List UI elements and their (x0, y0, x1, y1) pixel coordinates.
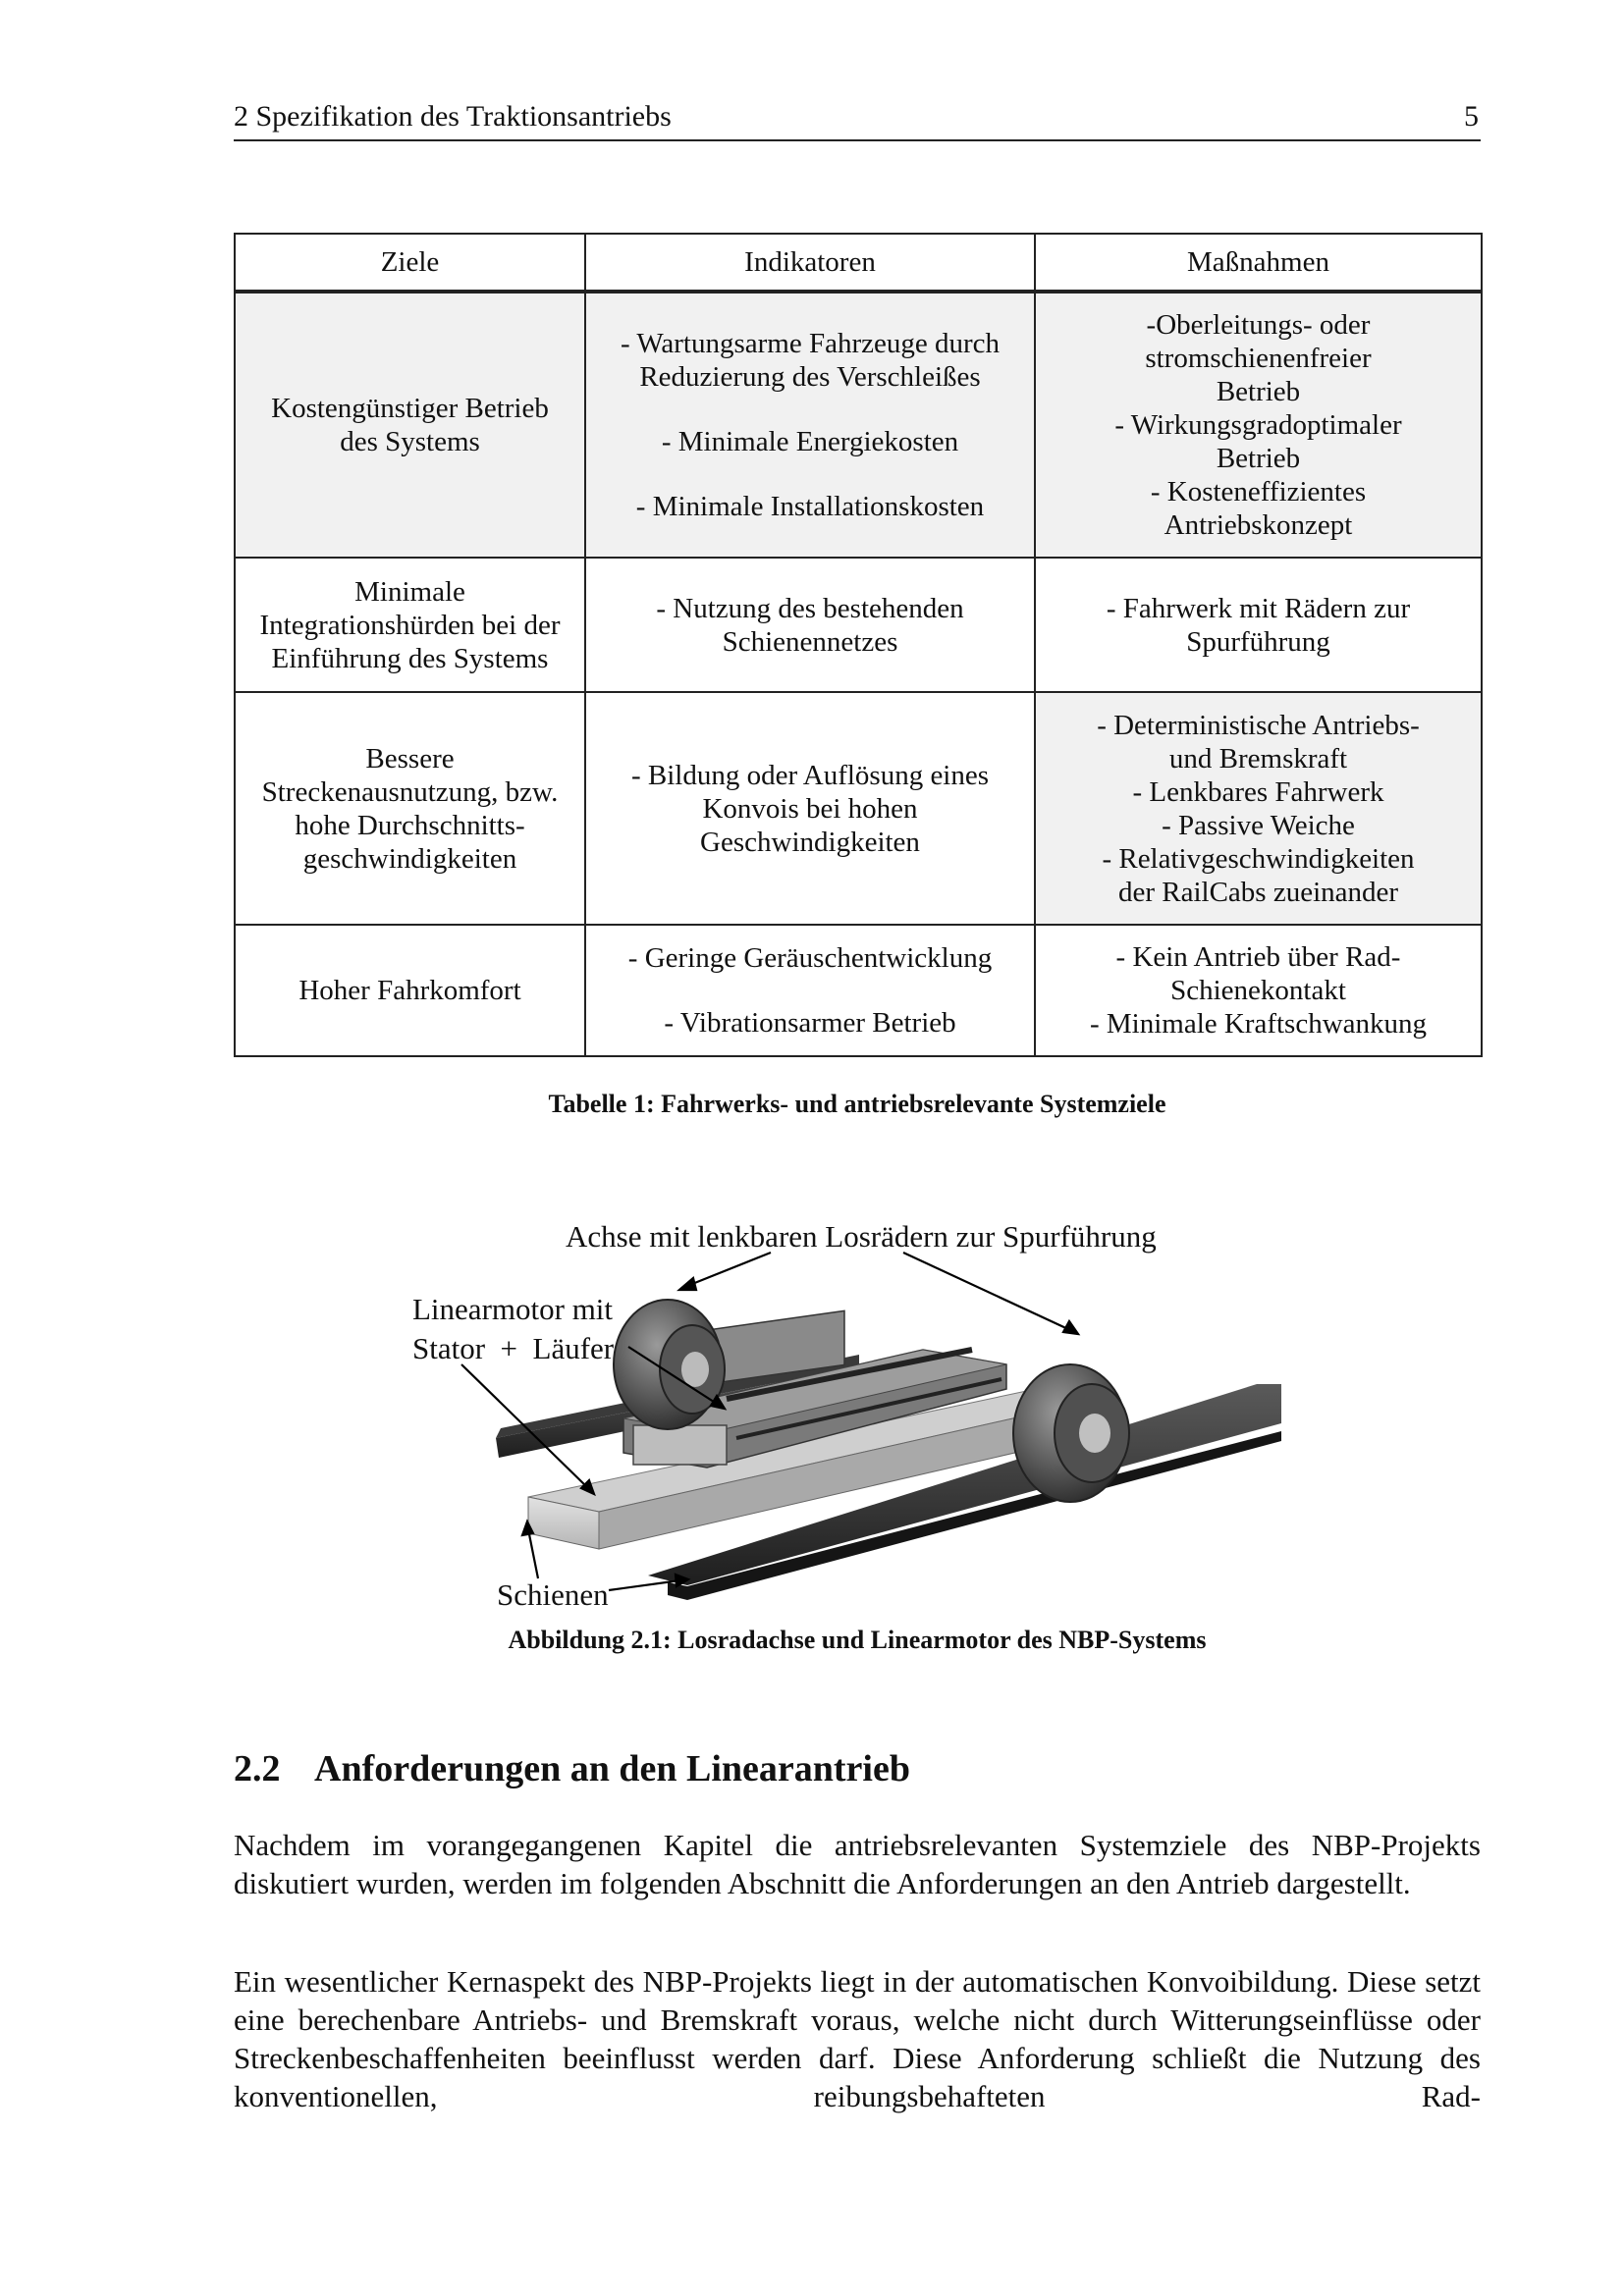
label-motor-line-2: Stator + Läufer (412, 1331, 615, 1365)
running-title: 2 Spezifikation des Traktionsantriebs (234, 100, 672, 133)
table-row (235, 925, 1482, 1056)
column-header-indikatoren: Indikatoren (585, 234, 1035, 292)
measure-cell: - Deterministische Antriebs- und Bremskraft - Lenkbares Fahrwerk - Passive Weiche - Relativgeschwindigkeiten der RailCabs zueinander (1035, 692, 1482, 925)
goal-cell: Kostengünstiger Betrieb des Systems (235, 292, 585, 558)
measure-cell: - Fahrwerk mit Rädern zur Spurführung (1035, 558, 1482, 692)
table-header-row (235, 234, 1482, 292)
wheel-right (1013, 1364, 1129, 1502)
body-paragraph: Ein wesentlicher Kernaspekt des NBP-Projekts liegt in der automatischen Konvoibildung. Diese setzt eine berechenbare Antriebs- und Bremskraft voraus, welche nicht durch Witterungseinflüsse oder Streckenbeschaffenheiten beeinflusst werden darf. Diese Anforderung schließt die Nutzung des konventionellen, reibungsbehafteten Rad- (234, 1964, 1481, 2113)
table-caption: Tabelle 1: Fahrwerks- und antriebsrelevante Systemziele (548, 1090, 1166, 1118)
table-row (235, 292, 1482, 558)
page-number: 5 (1464, 100, 1479, 133)
section-number: 2.2 (234, 1748, 281, 1789)
figure-caption: Abbildung 2.1: Losradachse und Linearmotor des NBP-Systems (508, 1626, 1207, 1654)
running-header (234, 98, 1481, 141)
indicator-cell: - Bildung oder Auflösung eines Konvois bei hohen Geschwindigkeiten (585, 692, 1035, 925)
system-goals-table (234, 233, 1483, 1057)
label-rails: Schienen (497, 1577, 609, 1612)
indicator-cell: - Nutzung des bestehenden Schienennetzes (585, 558, 1035, 692)
bogie-illustration (393, 1217, 1326, 1629)
label-motor-line-1: Linearmotor mit (412, 1292, 614, 1326)
column-header-massnahmen: Maßnahmen (1035, 234, 1482, 292)
goal-cell: Hoher Fahrkomfort (235, 925, 585, 1056)
table-row (235, 558, 1482, 692)
section-title: Anforderungen an den Linearantrieb (314, 1748, 910, 1789)
label-axle: Achse mit lenkbaren Losrädern zur Spurführung (566, 1219, 1157, 1254)
indicator-cell: - Wartungsarme Fahrzeuge durch Reduzierung des Verschleißes - Minimale Energiekosten - Minimale Installationskosten (585, 292, 1035, 558)
table-row (235, 692, 1482, 925)
section-heading (234, 1747, 910, 1790)
figure-losradachse (393, 1217, 1326, 1629)
label-linear-motor (412, 1290, 614, 1368)
body-paragraph: Nachdem im vorangegangenen Kapitel die antriebsrelevanten Systemziele des NBP-Projekts diskutiert wurden, werden im folgenden Abschnitt die Anforderungen an den Antrieb dargestellt. (234, 1828, 1481, 1900)
measure-cell: - Kein Antrieb über Rad- Schienekontakt - Minimale Kraftschwankung (1035, 925, 1482, 1056)
column-header-ziele: Ziele (235, 234, 585, 292)
indicator-cell: - Geringe Geräuschentwicklung - Vibrationsarmer Betrieb (585, 925, 1035, 1056)
measure-cell: -Oberleitungs- oder stromschienenfreier Betrieb - Wirkungsgradoptimaler Betrieb - Kosteneffizientes Antriebskonzept (1035, 292, 1482, 558)
goal-cell: Bessere Streckenausnutzung, bzw. hohe Durchschnitts- geschwindigkeiten (235, 692, 585, 925)
goal-cell: Minimale Integrationshürden bei der Einführung des Systems (235, 558, 585, 692)
